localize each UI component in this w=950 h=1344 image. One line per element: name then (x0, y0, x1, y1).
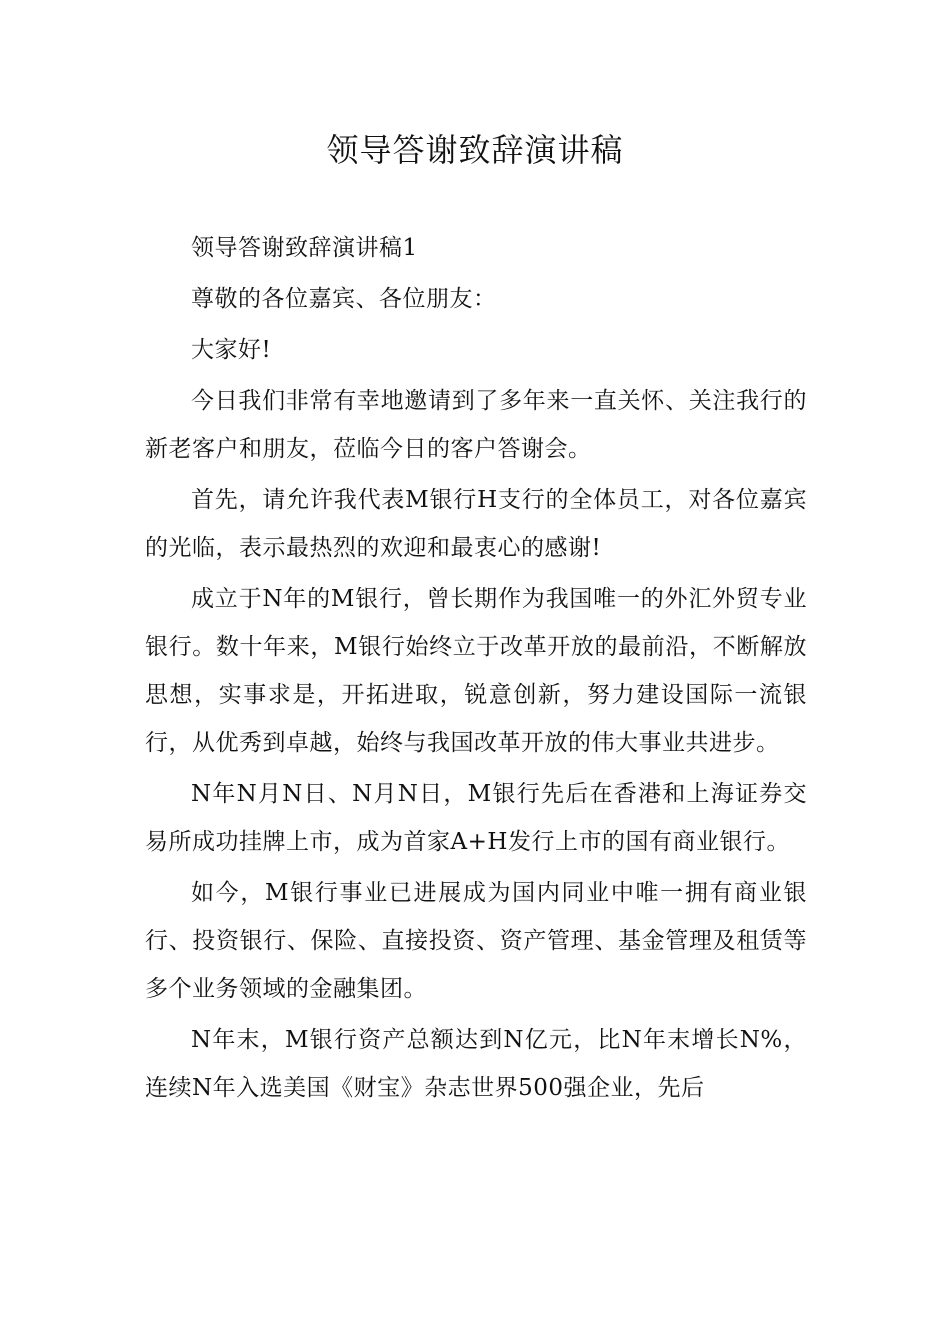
paragraph: N年末，M银行资产总额达到N亿元，比N年末增长N%，连续N年入选美国《财宝》杂志世界500强企业，先后 (145, 1027, 807, 1101)
paragraph: 今日我们非常有幸地邀请到了多年来一直关怀、关注我行的新老客户和朋友，莅临今日的客户答谢会。 (145, 388, 807, 462)
paragraph-greeting: 大家好! (191, 337, 272, 363)
paragraph: N年N月N日、N月N日，M银行先后在香港和上海证券交易所成功挂牌上市，成为首家A+H发行上市的国有商业银行。 (145, 781, 807, 855)
paragraph: 成立于N年的M银行，曾长期作为我国唯一的外汇外贸专业银行。数十年来，M银行始终立于改革开放的最前沿，不断解放思想，实事求是，开拓进取，锐意创新，努力建设国际一流银行，从优秀到卓越，始终与我国改革开放的伟大事业共进步。 (145, 586, 807, 756)
paragraph-heading: 领导答谢致辞演讲稿1 (191, 235, 418, 261)
paragraph-salutation: 尊敬的各位嘉宾、各位朋友： (191, 286, 497, 312)
document-title: 领导答谢致辞演讲稿 (326, 131, 624, 169)
document-body (145, 224, 807, 1112)
paragraph: 如今，M银行事业已进展成为国内同业中唯一拥有商业银行、投资银行、保险、直接投资、资产管理、基金管理及租赁等多个业务领域的金融集团。 (145, 880, 807, 1002)
paragraph: 首先，请允许我代表M银行H支行的全体员工，对各位嘉宾的光临，表示最热烈的欢迎和最衷心的感谢! (145, 487, 807, 561)
